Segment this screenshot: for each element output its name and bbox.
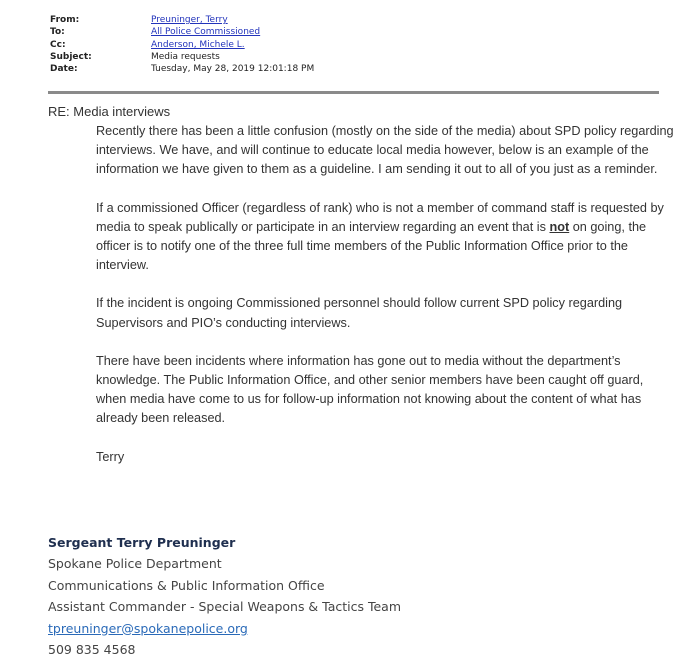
header-separator bbox=[48, 91, 659, 94]
paragraph-3: If the incident is ongoing Commissioned personnel should follow current SPD policy regarding Supervisors and PIO’s conducting interviews. bbox=[96, 296, 623, 330]
signature-name: Sergeant Terry Preuninger bbox=[48, 535, 236, 550]
cc-label: Cc: bbox=[50, 39, 66, 50]
date-value: Tuesday, May 28, 2019 12:01:18 PM bbox=[151, 64, 315, 75]
header-cc-row bbox=[50, 39, 314, 51]
email-header bbox=[50, 14, 314, 75]
message-body bbox=[96, 122, 676, 467]
header-subject-row bbox=[50, 51, 314, 63]
from-link[interactable]: Preuninger, Terry bbox=[151, 15, 228, 25]
to-label: To: bbox=[50, 27, 65, 38]
header-date-row bbox=[50, 63, 314, 75]
paragraph-2-before: If a commissioned Officer (regardless of rank) who is not a member of command staff is requested by media to speak publically or participate in an interview regarding an event that is bbox=[96, 200, 664, 234]
signature-phone: 509 835 4568 bbox=[48, 642, 136, 658]
date-label: Date: bbox=[50, 64, 78, 75]
re-line: RE: Media interviews bbox=[48, 104, 171, 119]
header-from-row bbox=[50, 14, 314, 26]
subject-label: Subject: bbox=[50, 51, 92, 62]
signoff: Terry bbox=[96, 449, 125, 464]
from-label: From: bbox=[50, 15, 80, 25]
signature-title: Assistant Commander - Special Weapons & Tactics Team bbox=[48, 599, 402, 615]
to-link[interactable]: All Police Commissioned bbox=[151, 27, 261, 38]
paragraph-1: Recently there has been a little confusion (mostly on the side of the media) about SPD policy regarding interviews. We have, and will continue to educate local media however, below is an example of the information we have given to them as a guideline. I am sending it out to all of you just as a reminder. bbox=[96, 124, 674, 177]
paragraph-4: There have been incidents where information has gone out to media without the department’s knowledge. The Public Information Office, and other senior members have been caught off guard, when media have come to us for follow-up information not knowing about the content of what has already been released. bbox=[96, 353, 644, 426]
cc-link[interactable]: Anderson, Michele L. bbox=[151, 39, 245, 50]
signature-department: Spokane Police Department bbox=[48, 556, 222, 572]
paragraph-2-after: on going, the officer is to notify one of the three full time members of the Public Information Office prior to the interview. bbox=[96, 219, 647, 273]
paragraph-2 bbox=[96, 199, 676, 276]
header-to-row bbox=[50, 26, 314, 38]
subject-value: Media requests bbox=[151, 51, 220, 62]
signature-office: Communications & Public Information Office bbox=[48, 577, 325, 593]
signature-block bbox=[48, 532, 401, 660]
signature-email-link[interactable]: tpreuninger@spokanepolice.org bbox=[48, 620, 248, 636]
paragraph-2-emphasis: not bbox=[549, 219, 570, 234]
